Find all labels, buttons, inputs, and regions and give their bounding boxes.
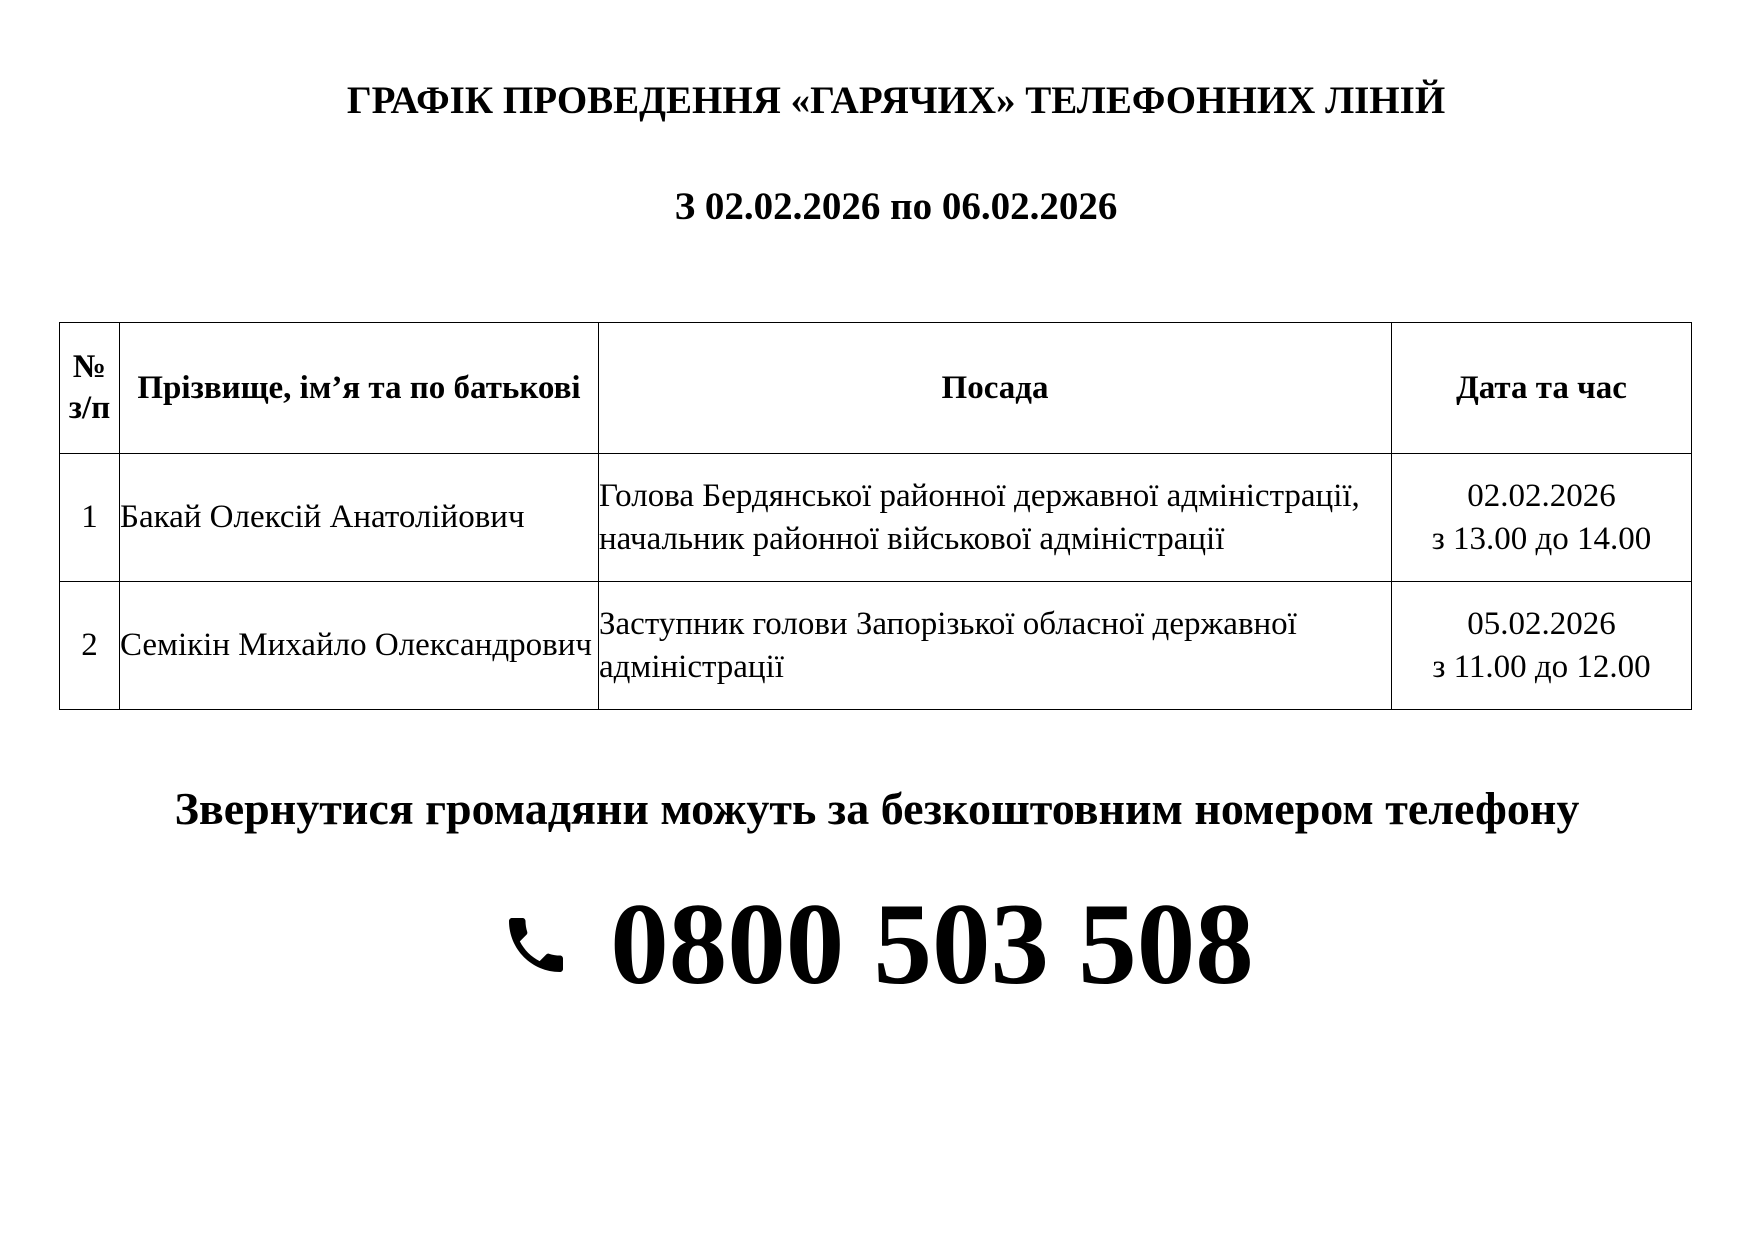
row-position: Заступник голови Запорізької обласної державної адміністрації bbox=[599, 582, 1392, 710]
row-number: 1 bbox=[60, 454, 120, 582]
row-name: Бакай Олексій Анатолійович bbox=[120, 454, 599, 582]
table-header-row bbox=[60, 323, 1692, 454]
row-datetime bbox=[1392, 454, 1692, 582]
header-number-label: № з/п bbox=[68, 349, 111, 426]
row-position: Голова Бердянської районної державної адміністрації, начальник районної військової адміністрації bbox=[599, 454, 1392, 582]
row-time: з 11.00 до 12.00 bbox=[1432, 648, 1651, 685]
header-name: Прізвище, ім’я та по батькові bbox=[120, 323, 599, 454]
row-datetime bbox=[1392, 582, 1692, 710]
hotline-schedule-table bbox=[59, 322, 1692, 710]
row-name: Семікін Михайло Олександрович bbox=[120, 582, 599, 710]
contact-text: Звернутися громадяни можуть за безкоштовним номером телефону bbox=[174, 783, 1580, 834]
header-position: Посада bbox=[599, 323, 1392, 454]
header-number bbox=[60, 323, 120, 454]
row-date: 05.02.2026 bbox=[1467, 605, 1616, 642]
row-number: 2 bbox=[60, 582, 120, 710]
document-period: З 02.02.2026 по 06.02.2026 bbox=[674, 185, 1118, 228]
table-row bbox=[60, 582, 1692, 710]
table-row bbox=[60, 454, 1692, 582]
phone-icon bbox=[500, 899, 572, 991]
row-time: з 13.00 до 14.00 bbox=[1431, 520, 1652, 557]
row-date: 02.02.2026 bbox=[1467, 477, 1616, 514]
header-datetime: Дата та час bbox=[1392, 323, 1692, 454]
document-title: ГРАФІК ПРОВЕДЕННЯ «ГАРЯЧИХ» ТЕЛЕФОННИХ ЛІНІЙ bbox=[346, 79, 1446, 122]
phone-number[interactable]: 0800 503 508 bbox=[610, 880, 1254, 1009]
phone-block bbox=[0, 880, 1754, 1010]
